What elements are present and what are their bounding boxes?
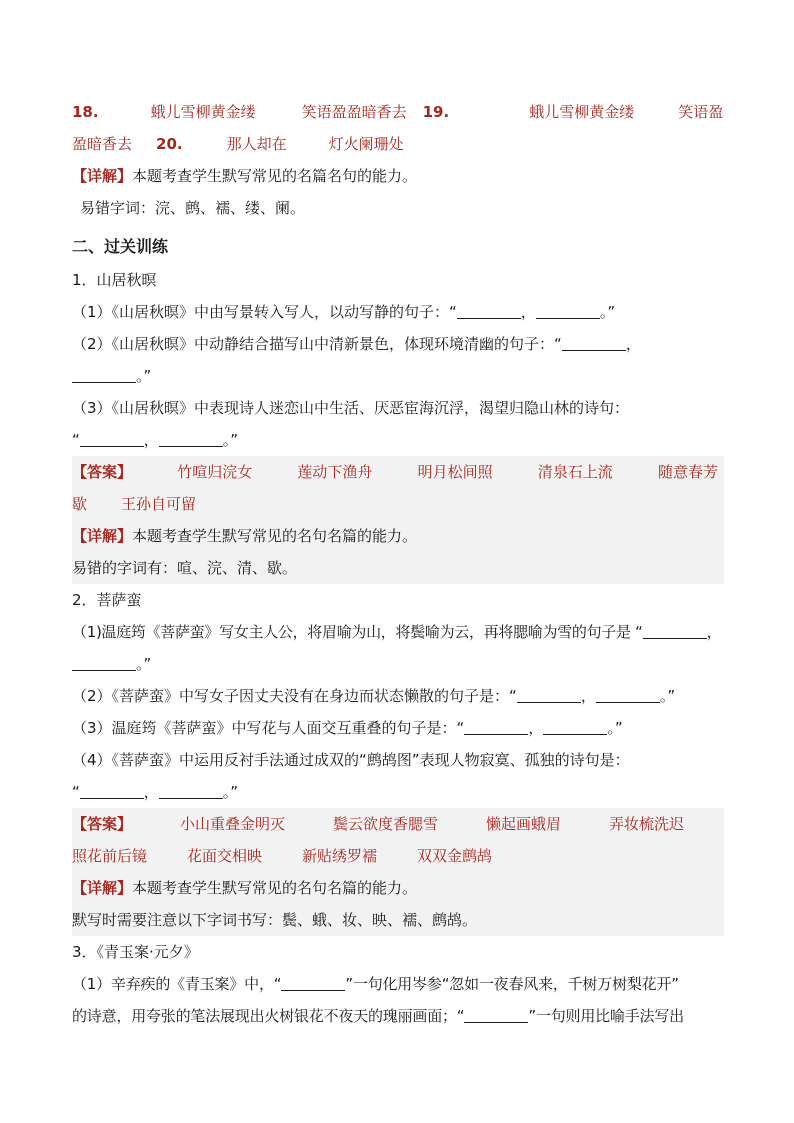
fill-blank[interactable] [464, 1008, 528, 1023]
question-text: （3）《山居秋暝》中表现诗人迷恋山中生活、厌恶宦海沉浮，渴望归隐山林的诗句： [72, 399, 630, 417]
fill-blank[interactable] [543, 720, 607, 735]
detail-line [72, 160, 724, 192]
answer-text: 歇 [72, 495, 88, 513]
question-item-cont [72, 360, 724, 392]
question-item-cont [72, 776, 724, 808]
answer-text: 那人却在 [226, 135, 287, 153]
question-text: （1）《山居秋暝》中由写景转入写人，以动写静的句子：“ [72, 303, 457, 321]
question-text: 的诗意，用夸张的笔法展现出火树银花不夜天的瑰丽画面；“ [72, 1007, 465, 1025]
separator: ， [580, 687, 596, 705]
question-item [72, 296, 724, 328]
answer-line-18-19 [72, 96, 724, 128]
fill-blank[interactable] [536, 304, 600, 319]
question-number-18: 18. [72, 103, 99, 121]
question-item [72, 680, 724, 712]
question-text: （1)温庭筠《菩萨蛮》写女主人公，将眉喻为山，将鬓喻为云，再将腮喻为雪的句子是 “ [72, 623, 643, 641]
typo-text: 易错的字词有：喧、浣、清、歇。 [72, 559, 298, 577]
answer-text: 小山重叠金明灭 [179, 815, 285, 833]
question-end: 。” [607, 719, 623, 737]
separator: ， [143, 431, 159, 449]
detail-text: 本题考查学生默写常见的名篇名句的能力。 [132, 167, 418, 185]
question-item [72, 328, 724, 360]
question-number-19: 19. [422, 103, 450, 121]
question-item [72, 392, 724, 424]
question-item [72, 744, 724, 776]
answer-line [72, 808, 724, 840]
fill-blank[interactable] [643, 624, 707, 639]
typo-text: 默写时需要注意以下字词书写：鬓、蛾、妆、映、襦、鹧鸪。 [72, 911, 478, 929]
answer-text: 笑语盈盈暗香去 [301, 103, 407, 121]
answer-text: 随意春芳 [657, 463, 718, 481]
fill-blank[interactable] [72, 656, 136, 671]
fill-blank[interactable] [517, 688, 581, 703]
question-end: 。” [599, 303, 616, 321]
separator: ， [143, 783, 159, 801]
detail-line [72, 520, 724, 552]
typo-text: 易错字词：浣、鹧、襦、缕、阑。 [80, 199, 306, 217]
answer-line [72, 840, 724, 872]
question-item-cont [72, 1000, 724, 1032]
fill-blank[interactable] [80, 432, 144, 447]
question-end: 。” [659, 687, 676, 705]
document-page [72, 96, 724, 1032]
fill-blank[interactable] [80, 784, 144, 799]
detail-line [72, 872, 724, 904]
answer-text: 清泉石上流 [537, 463, 613, 481]
question-item [72, 968, 724, 1000]
question-end: 。” [222, 431, 239, 449]
fill-blank[interactable] [596, 688, 660, 703]
detail-text: 本题考查学生默写常见的名句名篇的能力。 [132, 527, 418, 545]
answer-text: 盈暗香去 [72, 135, 133, 153]
answer-text: 双双金鹧鸪 [417, 847, 493, 865]
question-end: 。” [136, 367, 152, 385]
question-title: 1．山居秋暝 [72, 271, 157, 289]
answer-text: 鬓云欲度香腮雪 [332, 815, 438, 833]
question-item-cont [72, 424, 724, 456]
separator: ， [520, 303, 536, 321]
answer-box [72, 808, 724, 936]
question-text: （1）辛弃疾的《青玉案》中，“ [72, 975, 282, 993]
answer-text: 莲动下渔舟 [297, 463, 373, 481]
question-end: 。” [136, 655, 152, 673]
detail-tag: 【详解】 [72, 527, 133, 545]
typo-line [72, 192, 724, 224]
answer-text: 花面交相映 [187, 847, 263, 865]
question-text: （4）《菩萨蛮》中运用反衬手法通过成双的“鹧鸪图”表现人物寂寞、孤独的诗句是： [72, 751, 630, 769]
detail-tag: 【详解】 [72, 167, 133, 185]
quote-open: “ [72, 783, 80, 801]
answer-text: 王孙自可留 [121, 495, 197, 513]
section-title: 二、过关训练 [72, 237, 169, 256]
answer-text: 懒起画蛾眉 [485, 815, 561, 833]
fill-blank[interactable] [457, 304, 521, 319]
question-end: 。” [222, 783, 239, 801]
question-title: 2．菩萨蛮 [72, 591, 142, 609]
answer-text: 弄妆梳洗迟 [608, 815, 684, 833]
question-text: ”一句则用比喻手法写出 [528, 1007, 684, 1025]
separator: ， [528, 719, 544, 737]
question-number-20: 20. [156, 135, 183, 153]
answer-line [72, 488, 724, 520]
answer-box [72, 456, 724, 584]
answer-text: 笑语盈 [678, 103, 724, 121]
fill-blank[interactable] [464, 720, 528, 735]
question-item-cont [72, 648, 724, 680]
fill-blank[interactable] [72, 368, 136, 383]
separator: ， [706, 623, 722, 641]
question-text: ”一句化用岑参“忽如一夜春风来，千树万树梨花开” [345, 975, 679, 993]
separator: ， [625, 335, 641, 353]
quote-open: “ [72, 431, 80, 449]
question-text: （2）《菩萨蛮》中写女子因丈夫没有在身边而状态懒散的句子是：“ [72, 687, 517, 705]
answer-line [72, 456, 724, 488]
answer-text: 明月松间照 [417, 463, 493, 481]
answer-text: 蛾儿雪柳黄金缕 [529, 103, 635, 121]
typo-line [72, 904, 724, 936]
detail-tag: 【详解】 [72, 879, 133, 897]
answer-text: 照花前后镜 [72, 847, 148, 865]
typo-line [72, 552, 724, 584]
answer-tag: 【答案】 [72, 463, 133, 481]
answer-text: 竹喧归浣女 [177, 463, 253, 481]
question-title: 3．《青玉案·元夕》 [72, 943, 199, 961]
fill-blank[interactable] [159, 432, 223, 447]
answer-text: 灯火阑珊处 [328, 135, 404, 153]
answer-line-19-20 [72, 128, 724, 160]
question-text: （2）《山居秋暝》中动静结合描写山中清新景色，体现环境清幽的句子：“ [72, 335, 562, 353]
answer-tag: 【答案】 [72, 815, 133, 833]
fill-blank[interactable] [281, 976, 345, 991]
detail-text: 本题考查学生默写常见的名句名篇的能力。 [132, 879, 418, 897]
question-text: （3）温庭筠《菩萨蛮》中写花与人面交互重叠的句子是：“ [72, 719, 465, 737]
question-item [72, 616, 724, 648]
question-item [72, 712, 724, 744]
answer-text: 新贴绣罗襦 [302, 847, 378, 865]
fill-blank[interactable] [562, 336, 626, 351]
fill-blank[interactable] [159, 784, 223, 799]
answer-text: 蛾儿雪柳黄金缕 [150, 103, 256, 121]
